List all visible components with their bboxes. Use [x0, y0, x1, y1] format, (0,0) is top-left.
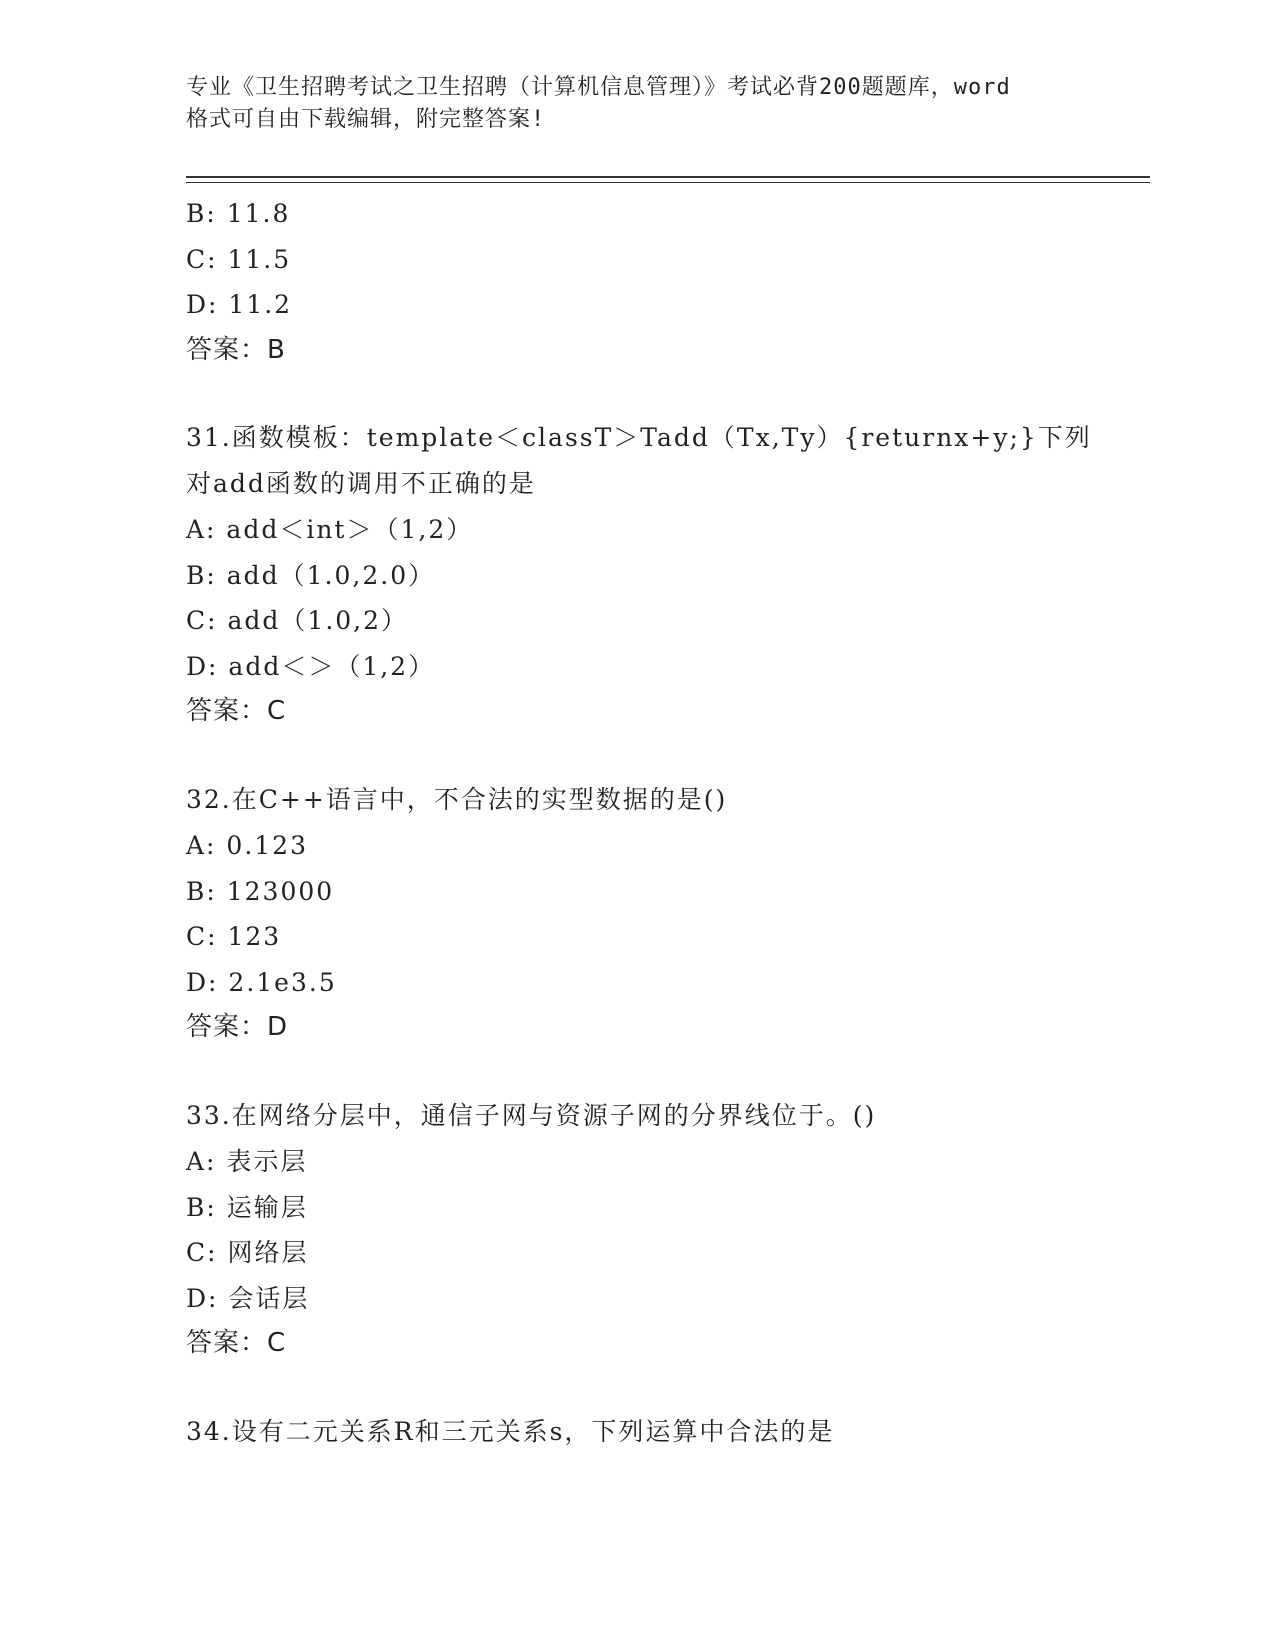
question-list — [186, 191, 1106, 1455]
question-33 — [186, 1094, 1106, 1367]
option-b: B: 运输层 — [186, 1192, 308, 1222]
option-a: A: 表示层 — [186, 1147, 308, 1176]
header-divider-thick — [186, 176, 1150, 178]
option-d: D: 11.2 — [186, 290, 293, 319]
option-a: A: add＜int＞（1,2） — [186, 515, 474, 544]
option-b: B: add（1.0,2.0） — [186, 560, 436, 590]
option-b: B: 11.8 — [186, 199, 291, 228]
option-d: D: 会话层 — [186, 1283, 310, 1313]
option-d: D: 2.1e3.5 — [186, 967, 337, 997]
header-line-2: 格式可自由下载编辑，附完整答案! — [186, 107, 546, 132]
answer-line: 答案：C — [186, 696, 287, 726]
option-d: D: add＜＞（1,2） — [186, 651, 436, 681]
header-divider-thin — [186, 182, 1150, 183]
answer-line: 答案：C — [186, 1328, 287, 1358]
answer-line: 答案：B — [186, 334, 286, 365]
question-30-tail — [186, 191, 1106, 373]
question-text-line-1: 32.在C++语言中，不合法的实型数据的是() — [186, 784, 728, 814]
question-31 — [186, 416, 1106, 735]
answer-line: 答案：D — [186, 1012, 289, 1042]
question-32 — [186, 778, 1106, 1051]
option-c: C: 123 — [186, 922, 282, 951]
question-text-line-1: 33.在网络分层中，通信子网与资源子网的分界线位于。() — [186, 1100, 877, 1130]
option-c: C: 11.5 — [186, 244, 292, 274]
question-text-line-2: 对add函数的调用不正确的是 — [186, 468, 536, 498]
document-header — [186, 72, 1106, 136]
question-34 — [186, 1410, 1106, 1456]
header-line-1: 专业《卫生招聘考试之卫生招聘（计算机信息管理）》考试必背200题题库，word — [186, 75, 1011, 100]
option-c: C: 网络层 — [186, 1238, 309, 1267]
option-a: A: 0.123 — [186, 831, 308, 860]
question-text-line-1: 31.函数模板：template＜classT＞Tadd（Tx,Ty）{returnx+y;}下列 — [186, 423, 1092, 452]
option-b: B: 123000 — [186, 876, 335, 906]
option-c: C: add（1.0,2） — [186, 606, 409, 635]
question-text-line-1: 34.设有二元关系R和三元关系s，下列运算中合法的是 — [186, 1416, 835, 1446]
